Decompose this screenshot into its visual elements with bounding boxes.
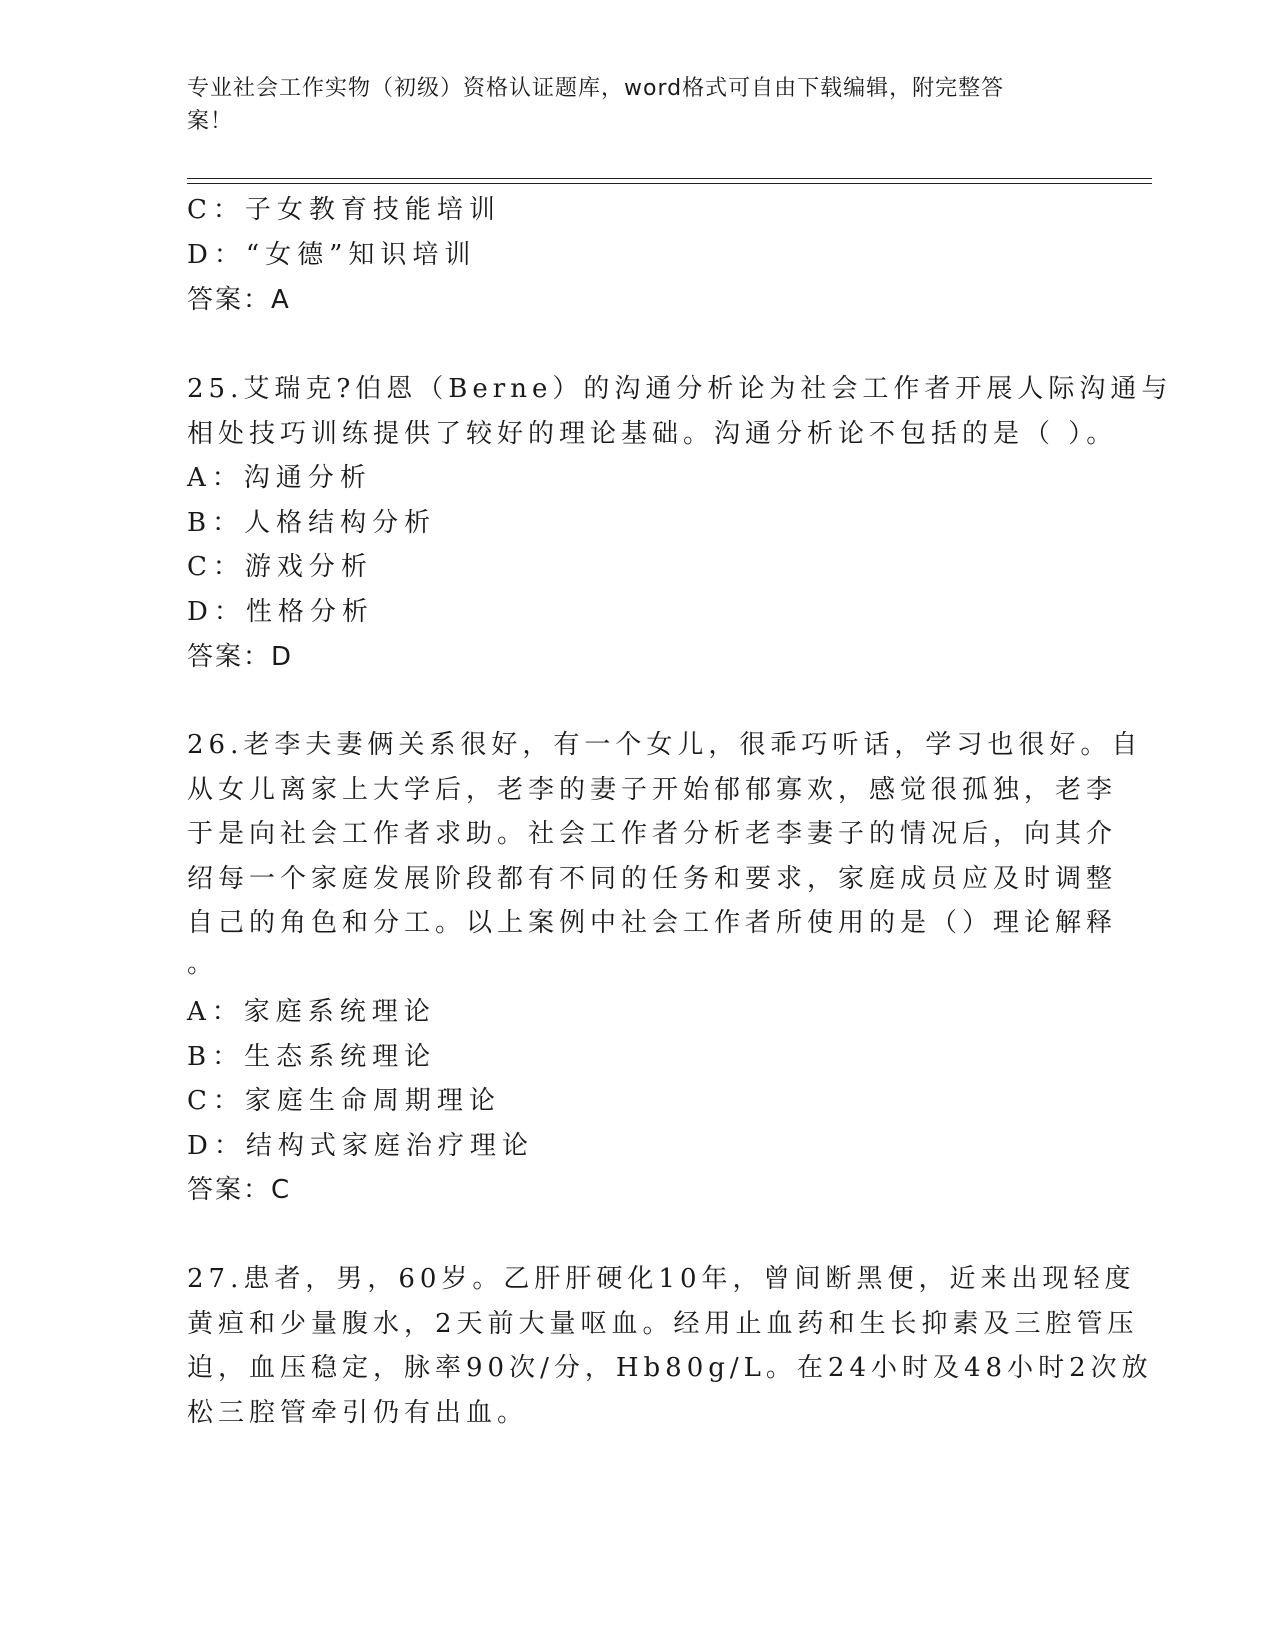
header-line-1: 专业社会工作实物（初级）资格认证题库，word格式可自由下载编辑，附完整答 xyxy=(187,76,1005,101)
q26-text-line-4: 绍每一个家庭发展阶段都有不同的任务和要求，家庭成员应及时调整 xyxy=(187,864,1118,894)
q26-option-c: C：家庭生命周期理论 xyxy=(187,1086,501,1116)
header-line-2: 案！ xyxy=(187,109,234,134)
q27-text-line-2: 黄疸和少量腹水，2天前大量呕血。经用止血药和生长抑素及三腔管压 xyxy=(187,1309,1139,1339)
q26-option-b: B：生态系统理论 xyxy=(187,1042,437,1072)
q26-answer: 答案：C xyxy=(187,1175,292,1205)
q26-text-line-5: 自己的角色和分工。以上案例中社会工作者所使用的是（）理论解释 xyxy=(187,908,1118,938)
q26-option-a: A：家庭系统理论 xyxy=(187,997,436,1027)
q25-text-line-1: 25.艾瑞克?伯恩（Berne）的沟通分析论为社会工作者开展人际沟通与 xyxy=(187,374,1173,404)
header-divider-top xyxy=(187,178,1152,179)
q25-answer: 答案：D xyxy=(187,642,294,672)
q26-text-line-2: 从女儿离家上大学后，老李的妻子开始郁郁寡欢，感觉很孤独，老李 xyxy=(187,775,1118,805)
header-divider-bottom xyxy=(187,183,1152,184)
q25-option-d: D：性格分析 xyxy=(187,597,374,627)
prev-option-c: C：子女教育技能培训 xyxy=(187,195,501,225)
q26-text-line-1: 26.老李夫妻俩关系很好，有一个女儿，很乖巧听话，学习也很好。自 xyxy=(187,730,1143,760)
q25-option-a: A：沟通分析 xyxy=(187,463,372,493)
q27-text-line-3: 迫，血压稳定，脉率90次/分，Hb80g/L。在24小时及48小时2次放 xyxy=(187,1353,1153,1383)
q27-text-line-4: 松三腔管牵引仍有出血。 xyxy=(187,1398,529,1428)
document-header xyxy=(187,72,1067,138)
q25-text-line-2: 相处技巧训练提供了较好的理论基础。沟通分析论不包括的是（ ）。 xyxy=(187,419,1118,449)
q27-text-line-1: 27.患者，男，60岁。乙肝肝硬化10年，曾间断黑便，近来出现轻度 xyxy=(187,1264,1136,1294)
q26-text-line-3: 于是向社会工作者求助。社会工作者分析老李妻子的情况后，向其介 xyxy=(187,819,1118,849)
prev-option-d: D：“女德”知识培训 xyxy=(187,240,477,270)
q25-option-b: B：人格结构分析 xyxy=(187,508,437,538)
q26-option-d: D：结构式家庭治疗理论 xyxy=(187,1131,534,1161)
q25-option-c: C：游戏分析 xyxy=(187,552,373,582)
q26-text-line-6: 。 xyxy=(187,949,220,979)
prev-answer: 答案：A xyxy=(187,285,291,315)
